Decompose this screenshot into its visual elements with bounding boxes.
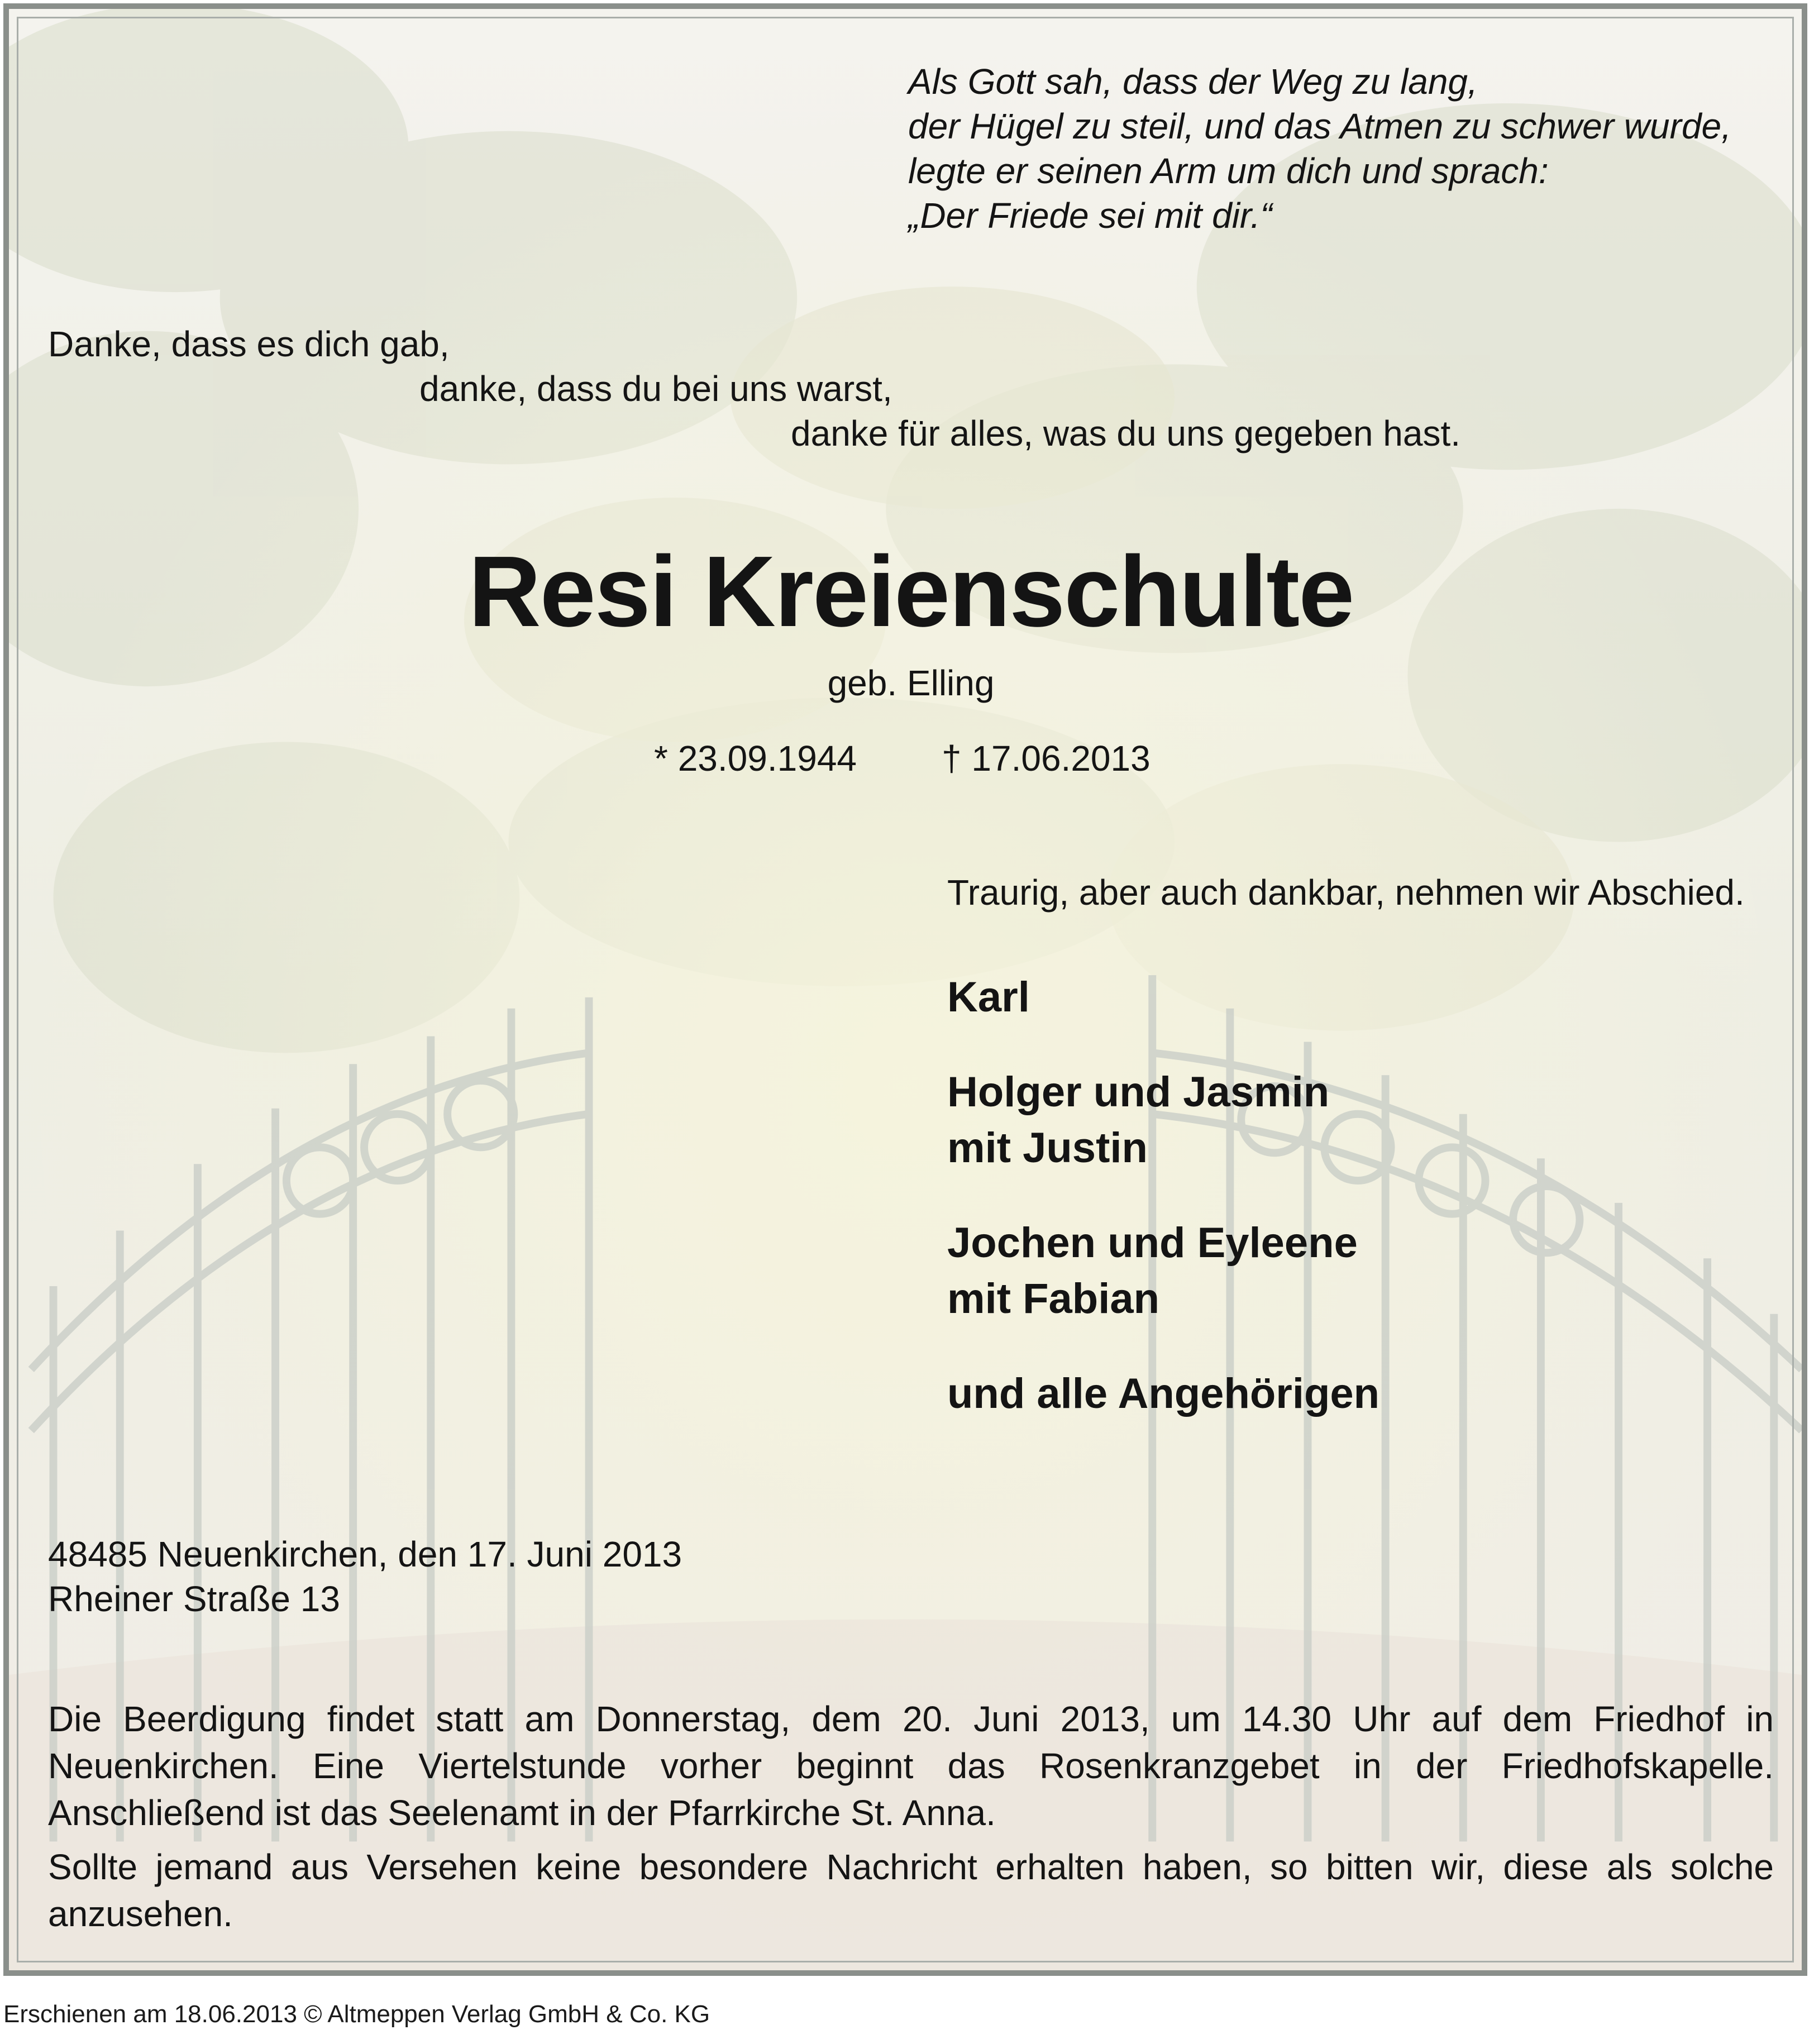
mourner-holger: Holger und Jasmin [947,1068,1330,1116]
deceased-name: Resi Kreienschulte [468,536,1354,648]
notice-paragraph: Sollte jemand aus Versehen keine besondere Nachricht erhalten haben, so bitten wir, diese als solche anzusehen. [48,1847,1774,1934]
poem-line: legte er seinen Arm um dich und sprach: [908,151,1549,191]
birth-date: * 23.09.1944 [654,738,857,779]
mourner-jochen: Jochen und Eyleene [947,1219,1358,1267]
obituary-frame [3,3,1807,1976]
poem [908,59,1731,238]
publication-credit: Erschienen am 18.06.2013 © Altmeppen Verlag GmbH & Co. KG [3,2000,710,2028]
mourner-justin: mit Justin [947,1124,1148,1172]
farewell-text: Traurig, aber auch dankbar, nehmen wir Abschied. [947,872,1745,913]
inner-border [17,17,1794,1962]
mourner-karl: Karl [947,973,1030,1021]
thanks-line-2: danke, dass du bei uns warst, [419,369,892,409]
mourner-fabian: mit Fabian [947,1275,1160,1322]
maiden-name: geb. Elling [827,663,995,703]
mourner-relatives: und alle Angehörigen [947,1370,1380,1417]
thanks-line-3: danke für alles, was du uns gegeben hast. [791,413,1461,453]
death-date: † 17.06.2013 [942,738,1151,779]
place-date: 48485 Neuenkirchen, den 17. Juni 2013 [48,1534,682,1574]
poem-line: der Hügel zu steil, und das Atmen zu schwer wurde, [908,106,1731,146]
thanks-line-1: Danke, dass es dich gab, [48,324,450,364]
poem-line: Als Gott sah, dass der Weg zu lang, [908,61,1478,102]
poem-line: „Der Friede sei mit dir.“ [908,195,1272,236]
funeral-paragraph: Die Beerdigung findet statt am Donnerstag, dem 20. Juni 2013, um 14.30 Uhr auf dem Friedhof in Neuenkirchen. Eine Viertelstunde vorher beginnt das Rosenkranzgebet in der Friedhofskapelle. Anschließend ist das Seelenamt in der Pfarrkirche St. Anna. [48,1699,1774,1833]
street-address: Rheiner Straße 13 [48,1579,340,1619]
